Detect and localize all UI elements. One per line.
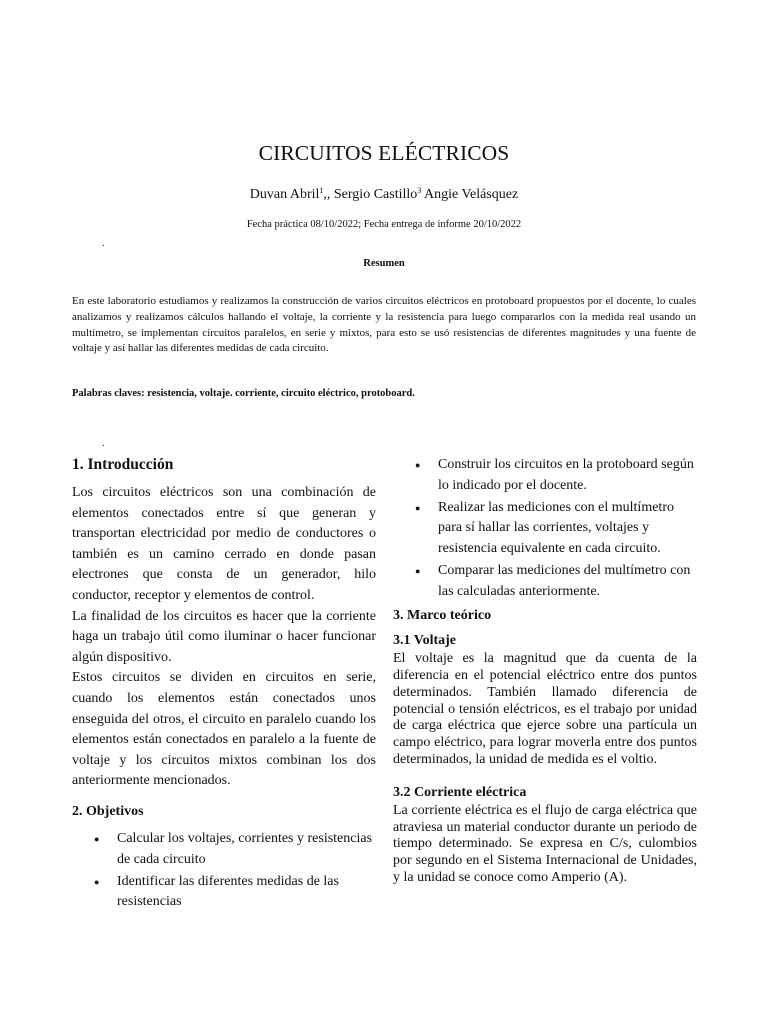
- objectives-list-continued: [393, 455, 697, 602]
- intro-paragraph: Estos circuitos se dividen en circuitos en serie, cuando los elementos están conectados unos enseguida del otros, el circuito en paralelo cuando los elementos están conectados en paralelo a la fuente de voltaje y los circuitos mixtos combinan los dos anteriormente mencionados.: [72, 670, 376, 789]
- list-item: [393, 561, 697, 602]
- bullet-icon: ●: [415, 502, 421, 513]
- intro-paragraph: Los circuitos eléctricos son una combinación de elementos conectados entre sí que generan y transportan electricidad por medio de conductores o también es un camino cerrado en donde pasan electrones que consta de un generador, hilo conductor, receptor y elementos de control.: [72, 485, 376, 603]
- list-item: [72, 829, 376, 870]
- dates-line: Fecha práctica 08/10/2022; Fecha entrega de informe 20/10/2022: [246, 219, 522, 230]
- objective-text: Identificar las diferentes medidas de las resistencias: [117, 873, 339, 910]
- author-1: Duvan Abril: [249, 187, 320, 202]
- objective-text: Realizar las mediciones con el multímetro para sí hallar las corrientes, voltajes y resistencia equivalente en cada circuito.: [438, 499, 674, 556]
- section-heading-marco-teorico: 3. Marco teórico: [393, 608, 492, 624]
- list-item: [393, 455, 697, 496]
- voltaje-body: [393, 651, 697, 769]
- corriente-paragraph: La corriente eléctrica es el flujo de carga eléctrica que atraviesa un material conductor durante un periodo de tiempo determinado. Se expresa en C/s, culombios por segundo en el Sistema Internacional de Unidades, y la unidad se conoce como Amperio (A).: [393, 802, 697, 885]
- voltaje-paragraph: El voltaje es la magnitud que da cuenta de la diferencia en el potencial eléctrico entre dos puntos determinados. También llamado diferencia de potencial o tensión eléctricos, es el trabajo por unidad de carga eléctrica que ejerce sobre una partícula un campo eléctrico, para lograr moverla entre dos puntos determinados, la unidad de medida es el voltio.: [393, 651, 697, 767]
- right-column: [393, 455, 697, 887]
- objective-text: Calcular los voltajes, corrientes y resistencias de cada circuito: [117, 830, 373, 867]
- bullet-icon: ●: [94, 833, 100, 844]
- section-heading-introduccion: 1. Introducción: [72, 456, 174, 473]
- list-item: [72, 872, 376, 913]
- intro-paragraph: La finalidad de los circuitos es hacer que la corriente haga un trabajo útil como iluminar o hacer funcionar algún dispositivo.: [72, 608, 376, 665]
- stray-dot: .: [102, 438, 105, 449]
- objectives-list: [72, 829, 376, 913]
- stray-dot: .: [102, 238, 105, 249]
- abstract-heading: Resumen: [363, 258, 405, 269]
- bullet-icon: ●: [415, 460, 421, 470]
- left-column: [72, 455, 376, 914]
- objective-text: Comparar las mediciones del multímetro con las calculadas anteriormente.: [438, 562, 691, 599]
- intro-body: [72, 483, 376, 792]
- bullet-icon: ●: [415, 565, 421, 576]
- affiliation-mark-1: 1: [319, 186, 324, 195]
- paper-title: CIRCUITOS ELÉCTRICOS: [258, 141, 510, 165]
- section-heading-objetivos: 2. Objetivos: [72, 803, 144, 819]
- authors-line: [0, 181, 768, 205]
- author-3: Angie Velásquez: [421, 187, 519, 202]
- corriente-body: [393, 803, 697, 887]
- subsection-heading-corriente: 3.2 Corriente eléctrica: [393, 784, 527, 800]
- bullet-icon: ●: [94, 876, 100, 887]
- affiliation-mark-2: 3: [417, 186, 422, 195]
- objective-text: Construir los circuitos en la protoboard según lo indicado por el docente.: [438, 457, 694, 493]
- subsection-heading-voltaje: 3.1 Voltaje: [393, 633, 456, 649]
- keywords-line: Palabras claves: resistencia, voltaje. corriente, circuito eléctrico, protoboard.: [72, 388, 415, 399]
- abstract-text: En este laboratorio estudiamos y realizamos la construcción de varios circuitos eléctricos en protoboard propuestos por el docente, lo cuales analizamos y realizamos cálculos hallando el voltaje, la corriente y la resistencia para luego compararlos con la medida real usando un multímetro, se implementan circuitos paralelos, en serie y mixtos, para esto se usó resistencias de diferentes magnitudes y una fuente de voltaje y así hallar las diferentes medidas de cada circuito.: [72, 295, 696, 355]
- author-2: ,, Sergio Castillo: [323, 187, 418, 202]
- list-item: [393, 498, 697, 560]
